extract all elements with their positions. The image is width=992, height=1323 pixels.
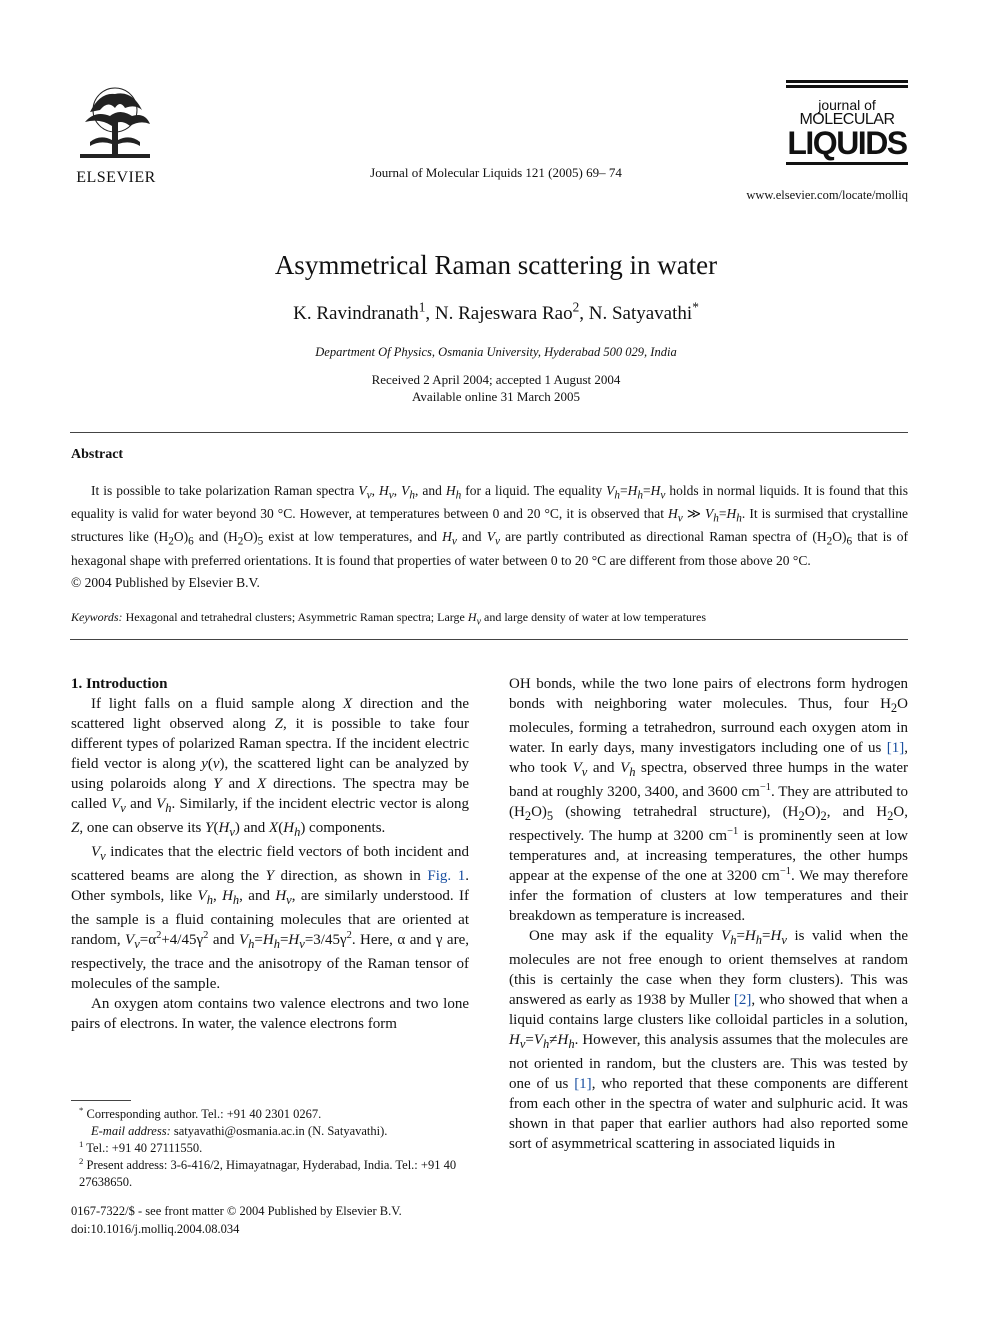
footnote-corresponding: Corresponding author. Tel.: +91 40 2301 0267. — [86, 1107, 322, 1121]
journal-logo — [786, 80, 908, 167]
received-date: Received 2 April 2004; accepted 1 August 2004 — [371, 372, 621, 387]
journal-reference: Journal of Molecular Liquids 121 (2005) 69– 74 — [370, 165, 622, 180]
author-2: N. Rajeswara Rao — [434, 303, 573, 324]
elsevier-tree-icon — [70, 82, 160, 162]
article-dates — [0, 371, 992, 405]
email-address[interactable]: satyavathi@osmania.ac.in (N. Satyavathi). — [173, 1124, 388, 1138]
author-3-mark: * — [692, 299, 699, 315]
keywords: Keywords: Hexagonal and tetrahedral clusters; Asymmetric Raman spectra; Large $H_v$ and large density of water at low temperatures — [71, 610, 707, 628]
author-3: N. Satyavathi — [588, 303, 693, 324]
footnotes: * Corresponding author. Tel.: +91 40 2301 0267. E-mail address: satyavathi@osmania.ac.in (N. Satyavathi). $^1$ Tel.: +91 40 27111550. $^2$ Present address: 3-6-416/2, Himayatnagar, Hyderabad, India. Tel.: +91 40 27638650. — [79, 1104, 457, 1189]
section-heading-introduction: 1. Introduction — [71, 676, 168, 692]
journal-logo-line3: LIQUIDS — [787, 125, 907, 161]
citation-link[interactable]: [2] — [733, 992, 752, 1008]
author-2-mark: 2 — [572, 299, 580, 315]
abstract-copyright: © 2004 Published by Elsevier B.V. — [71, 575, 260, 590]
footnote-divider — [71, 1100, 131, 1101]
publisher-name: ELSEVIER — [76, 169, 156, 186]
issn-line: 0167-7322/$ - see front matter © 2004 Published by Elsevier B.V. — [71, 1204, 402, 1218]
journal-logo-line1: journal of — [818, 97, 876, 113]
divider — [70, 639, 908, 640]
abstract-body: It is possible to take polarization Raman spectra $V_v$, $H_v$, $V_h$, and $H_h$ for a liquid. The equality $V_h=H_h=H_v$ holds in normal liquids. It is found that this equality is valid for water beyond 30 °C. However, at temperatures between 0 and 20 °C, it is observed that $H_v$ ≫ $V_h=H_h$. It is surmised that crystalline structures like $(H_2O)_6$ and $(H_2O)_5$ exist at low temperatures, and $H_v$ and $V_v$ are partly contributed as directional Raman spectra of $(H_2O)_6$ that is of hexagonal shape with preferred orientations. It is found that properties of water between 0 to 20 °C are different from those above 20 °C. — [71, 483, 909, 568]
available-online-date: Available online 31 March 2005 — [412, 389, 580, 404]
citation-link[interactable]: [1] — [574, 1076, 592, 1092]
doi-line[interactable]: doi:10.1016/j.molliq.2004.08.034 — [71, 1222, 240, 1236]
journal-logo-line2: MOLECULAR — [799, 111, 895, 128]
front-matter — [71, 1202, 402, 1238]
citation-link[interactable]: [1] — [886, 740, 905, 756]
affiliation: Department Of Physics, Osmania University, Hyderabad 500 029, India — [315, 345, 677, 359]
body-column-right: OH bonds, while the two lone pairs of electrons form hydrogen bonds with neighboring water molecules. Thus, four $H_2O$ molecules, forming a tetrahedron, surround each oxygen atom in water. In early days, many investigators including one of us [1], who took $V_v$ and $V_h$ spectra, observed three humps in the water band at roughly 3200, 3400, and 3600 $cm^{-1}$. They are attributed to $(H_2O)_5$ (showing tetrahedral structure), $(H_2O)_2$, and $H_2O$, respectively. The hump at 3200 $cm^{-1}$ is prominently seen at low temperatures and, at increasing temperatures, the other humps appear at the expense of the one at 3200 $cm^{-1}$. We may therefore infer the formation of clusters at low temperatures and their breakdown as temperature is increased. One may ask if the equality $V_h=H_h=H_v$ is valid when the molecules are not free enough to orient themselves at random (this is certainly the case when they form clusters). This was answered as early as 1938 by Muller [2], who showed that when a liquid contains large clusters like colloidal particles in a solution, $H_v=V_h\ne H_h$. However, this analysis assumes that the molecules are not oriented in random, but the clusters are. This was tested by one of us [1], who reported that these components are different from each other in the spectra of water and sulphuric acid. It was shown in that paper that earlier authors had also reported some sort of asymmetrical scattering in associated liquids in — [509, 676, 909, 1152]
journal-url[interactable]: www.elsevier.com/locate/molliq — [746, 188, 908, 202]
divider — [70, 432, 908, 433]
author-list: K. Ravindranath$^1$, N. Rajeswara Rao$^2$, N. Satyavathi* — [293, 299, 699, 324]
keywords-label: Keywords: — [71, 610, 123, 624]
email-label: E-mail address: — [91, 1124, 171, 1138]
footnote-2: Present address: 3-6-416/2, Himayatnagar, Hyderabad, India. Tel.: +91 40 27638650. — [79, 1158, 457, 1189]
abstract-heading: Abstract — [71, 447, 124, 462]
footnote-1: Tel.: +91 40 27111550. — [86, 1141, 203, 1155]
keywords-text: Hexagonal and tetrahedral clusters; Asymmetric Raman spectra; Large — [125, 610, 465, 624]
figure-link[interactable]: Fig. 1 — [427, 868, 466, 884]
author-1-mark: 1 — [418, 299, 426, 315]
body-column-left: 1. Introduction If light falls on a fluid sample along X direction and the scattered light observed along Z, it is possible to take four different types of polarized Raman spectra. If the incident electric field vector is along y(v), the scattered light can be analyzed by using polaroids along Y and X directions. The spectra may be called $V_v$ and $V_h$. Similarly, if the incident electric vector is along Z, one can observe its $Y(H_v)$ and $X(H_h)$ components. $V_v$ indicates that the electric field vectors of both incident and scattered beams are along the Y direction, as shown in Fig. 1. Other symbols, like $V_h$, $H_h$, and $H_v$, are similarly understood. If the sample is a fluid containing molecules that are oriented at random, $V_v=\alpha^2+4/45\gamma^2$ and $V_h=H_h=H_v=3/45\gamma^2$. Here, α and γ are, respectively, the trace and the anisotropy of the Raman tensor of molecules of the sample. An oxygen atom contains two valence electrons and two lone pairs of electrons. In water, the valence electrons form — [71, 676, 470, 1032]
article-title: Asymmetrical Raman scattering in water — [274, 250, 718, 280]
author-1: K. Ravindranath — [293, 303, 419, 324]
